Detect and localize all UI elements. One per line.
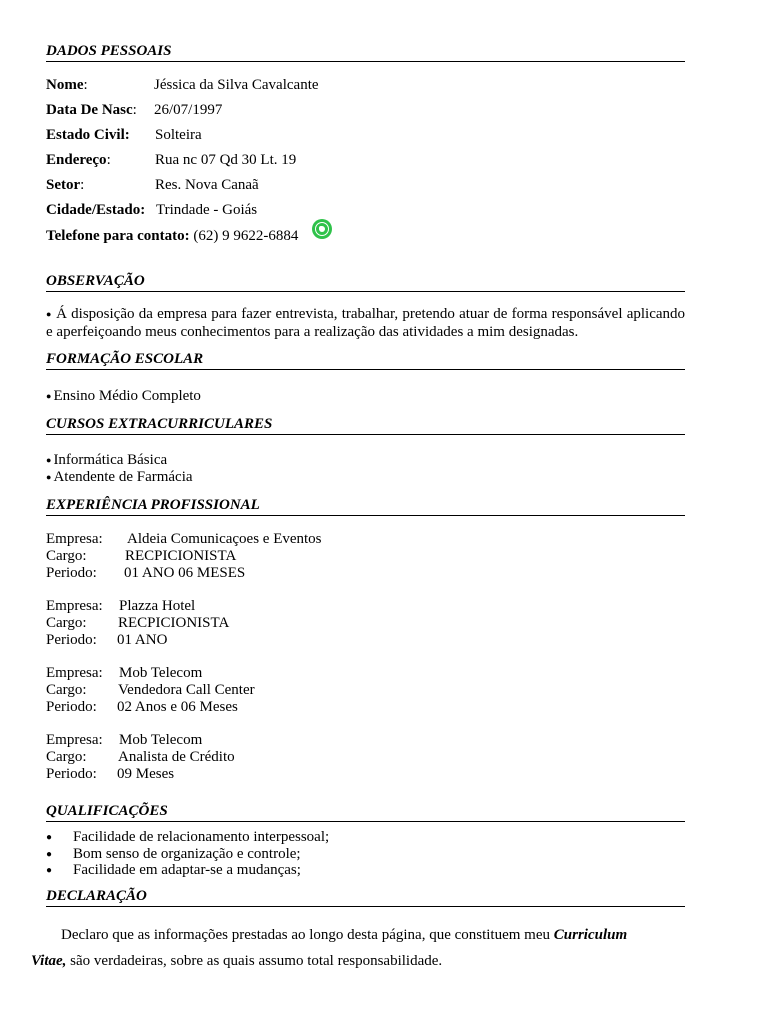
field-label: Endereço [46,152,107,168]
field-value: Res. Nova Canaã [155,177,259,193]
exp-empresa: Empresa: Plazza Hotel [46,598,196,614]
field-data-nasc [46,101,223,119]
observacao-text [46,306,685,341]
section-heading-declaracao: DECLARAÇÃO [46,888,685,907]
field-estado-civil [46,126,202,144]
field-value: Jéssica da Silva Cavalcante [154,77,319,93]
exp-empresa: Empresa: Mob Telecom [46,732,203,748]
list-item-text: Informática Básica [53,452,168,468]
list-item [46,452,167,470]
observacao-body: Á disposição da empresa para fazer entrevista, trabalhar, pretendo atuar de forma responsável aplicando e aperfeiçoando meus conhecimentos para a realização das atividades a mim designadas. [46,306,686,340]
section-heading-formacao: FORMAÇÃO ESCOLAR [46,351,685,370]
field-label: Setor [46,177,81,193]
field-value: Trindade - Goiás [156,202,258,218]
field-cidade-estado [46,201,258,219]
field-telefone [46,227,298,245]
exp-periodo: Periodo: 01 ANO 06 MESES [46,565,246,581]
field-nome [46,76,319,94]
list-item-text: Facilidade de relacionamento interpessoal; [73,829,330,845]
bullet-icon: ● [46,849,53,860]
list-item-text: Atendente de Farmácia [53,469,193,485]
exp-cargo: Cargo: RECPICIONISTA [46,548,237,564]
exp-cargo: Cargo: Analista de Crédito [46,749,235,765]
field-colon: : [106,152,111,168]
field-colon: : [83,77,88,93]
field-label: Nome [46,77,84,93]
bullet-icon: ● [46,309,52,319]
exp-cargo: Cargo: RECPICIONISTA [46,615,230,631]
section-heading-observacao: OBSERVAÇÃO [46,273,685,292]
declaracao-text: Declaro que as informações prestadas ao longo desta página, que constituem meu Curriculum Vitae, são verdadeiras, sobre as quais assumo total responsabilidade. [31,927,628,969]
field-value: 26/07/1997 [154,102,223,118]
bullet-icon: ● [46,832,53,843]
bullet-icon: ● [46,865,53,876]
field-setor [46,176,259,194]
exp-periodo: Periodo: 01 ANO [46,632,168,648]
field-value: (62) 9 9622-6884 [193,228,299,244]
section-heading-experiencia: EXPERIÊNCIA PROFISSIONAL [46,497,685,516]
list-item [46,388,201,406]
bullet-icon: ● [46,472,52,482]
whatsapp-icon [312,219,332,239]
exp-empresa: Empresa: Aldeia Comunicaçoes e Eventos [46,531,322,547]
field-label: Data De Nasc [46,102,133,118]
section-heading-cursos: CURSOS EXTRACURRICULARES [46,416,685,435]
bullet-icon: ● [46,455,52,465]
list-item-text: Bom senso de organização e controle; [73,846,301,862]
bullet-icon: ● [46,391,52,401]
field-endereco [46,151,297,169]
list-item [46,469,193,487]
field-value: Solteira [155,127,202,143]
section-heading-dados-pessoais: DADOS PESSOAIS [46,43,685,62]
field-colon: : [132,102,137,118]
section-heading-qualificacoes: QUALIFICAÇÕES [46,803,685,822]
field-label: Cidade/Estado: [46,202,146,218]
exp-cargo: Cargo: Vendedora Call Center [46,682,255,698]
exp-periodo: Periodo: 09 Meses [46,766,175,782]
list-item-text: Facilidade em adaptar-se a mudanças; [73,862,301,878]
field-colon: : [80,177,85,193]
exp-periodo: Periodo: 02 Anos e 06 Meses [46,699,238,715]
field-label: Telefone para contato: [46,228,190,244]
field-label: Estado Civil: [46,127,130,143]
field-value: Rua nc 07 Qd 30 Lt. 19 [155,152,297,168]
exp-empresa: Empresa: Mob Telecom [46,665,203,681]
list-item-text: Ensino Médio Completo [53,388,201,404]
